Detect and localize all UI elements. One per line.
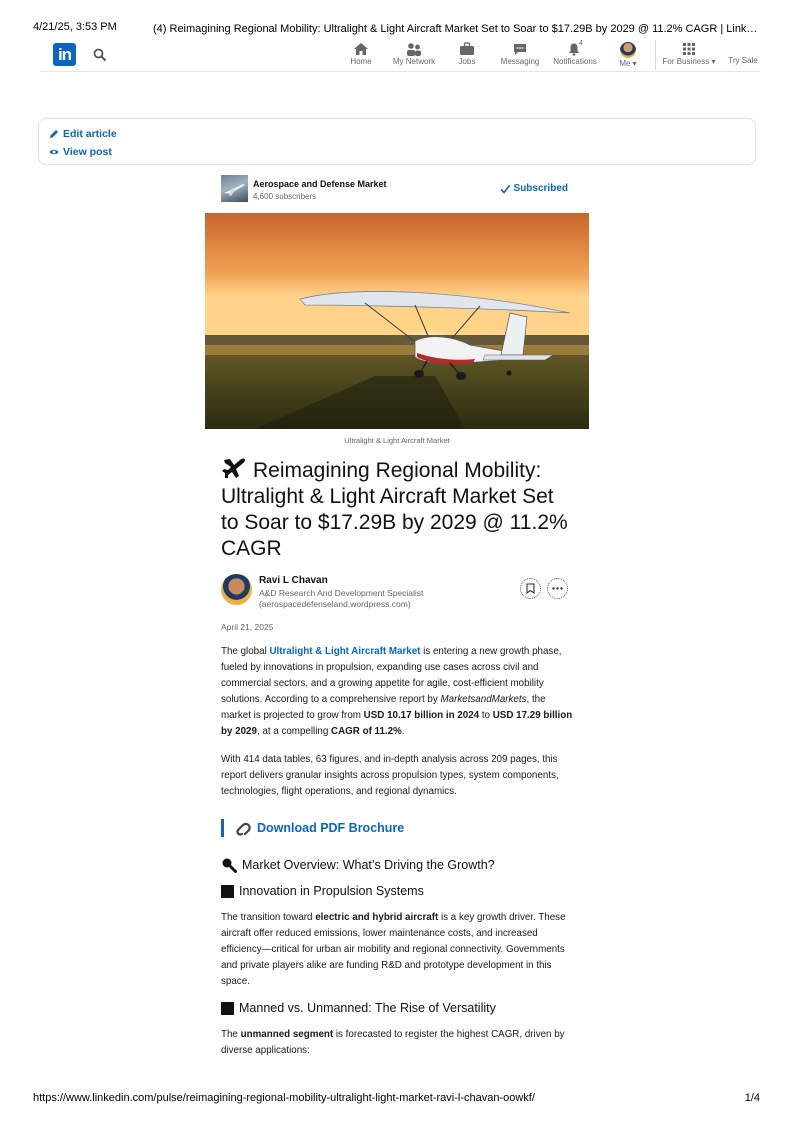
messaging-icon	[512, 42, 528, 56]
home-icon	[353, 42, 369, 56]
print-page-title: (4) Reimagining Regional Mobility: Ultralight & Light Aircraft Market Set to Soar to $17.29B by 2029 @ 11.2% CAGR | Link…	[153, 23, 758, 35]
subscribed-button[interactable]	[500, 183, 568, 194]
newsletter-subscribers: 4,600 subscribers	[253, 192, 317, 201]
more-options-button[interactable]	[547, 578, 568, 599]
save-button[interactable]	[520, 578, 541, 599]
author-role: A&D Research And Development Specialist	[259, 588, 424, 598]
nav-me-label: Me	[619, 59, 631, 68]
square-bullet-icon	[221, 885, 234, 898]
jet-icon	[221, 175, 248, 202]
nav-try-sales-label: Try Sale	[728, 56, 758, 65]
paragraph-unmanned: The unmanned segment is forecasted to register the highest CAGR, driven by diverse applications:	[221, 1029, 565, 1056]
briefcase-icon	[459, 42, 475, 56]
nav-messaging-label: Messaging	[500, 57, 540, 66]
publish-date: April 21, 2025	[221, 622, 274, 632]
nav-for-business[interactable]	[661, 42, 717, 70]
notification-count: 4	[579, 40, 583, 47]
print-header	[33, 21, 760, 35]
print-datetime: 4/21/25, 3:53 PM	[33, 21, 117, 33]
print-url: https://www.linkedin.com/pulse/reimagining-regional-mobility-ultralight-light-market-ravi-l-chavan-oowkf/	[33, 1092, 535, 1104]
subscribed-label: Subscribed	[513, 183, 568, 194]
eye-icon	[49, 147, 59, 157]
heading-market-overview: Market Overview: What’s Driving the Growth?	[221, 857, 573, 873]
newsletter-thumbnail[interactable]	[221, 175, 248, 202]
article-title-text: Reimagining Regional Mobility: Ultralight & Light Aircraft Market Set to Soar to $17.29B by 2029 @ 11.2% CAGR	[221, 459, 568, 560]
article-title	[221, 456, 573, 562]
nav-divider	[655, 40, 656, 70]
article-actions-box	[38, 118, 756, 165]
nav-try-sales[interactable]	[728, 56, 758, 84]
download-brochure-label: Download PDF Brochure	[257, 821, 405, 835]
market-link[interactable]: Ultralight & Light Aircraft Market	[269, 646, 421, 657]
author-site: (aerospacedefenseland.wordpress.com)	[259, 599, 411, 609]
edit-article-label: Edit article	[63, 128, 117, 140]
nav-jobs[interactable]	[454, 42, 480, 70]
ellipsis-icon	[552, 587, 563, 590]
bookmark-icon	[526, 583, 535, 594]
linkedin-logo[interactable]: in	[53, 43, 76, 66]
print-page-number: 1/4	[744, 1092, 760, 1104]
view-post-label: View post	[63, 146, 112, 158]
nav-me[interactable]	[616, 42, 640, 70]
square-bullet-icon	[221, 1002, 234, 1015]
nav-notifications[interactable]	[551, 42, 599, 70]
hero-image	[205, 213, 589, 429]
newsletter-name[interactable]: Aerospace and Defense Market	[253, 179, 387, 189]
search-icon[interactable]	[93, 48, 107, 62]
nav-notifications-label: Notifications	[553, 57, 597, 66]
paragraph-intro: The global Ultralight & Light Aircraft Market is entering a new growth phase, fueled by innovations in propulsion, expanding use cases across civil and commercial sectors, and a growing appetite for agile, cost-efficient mobility solutions. According to a comprehensive report by MarketsandMarkets, the market is projected to grow from USD 10.17 billion in 2024 to USD 17.29 billion by 2029, at a compelling CAGR of 11.2%.	[221, 646, 573, 737]
paragraph-report-scope: With 414 data tables, 63 figures, and in-depth analysis across 209 pages, this report delivers granular insights across propulsion types, system components, technologies, flight operations, and regional dynamics.	[221, 754, 559, 797]
nav-home[interactable]	[346, 42, 376, 70]
pencil-icon	[49, 129, 59, 139]
article	[221, 456, 573, 1059]
caret-down-icon: ▾	[632, 59, 637, 68]
airplane-icon	[221, 456, 247, 480]
me-avatar	[620, 42, 636, 58]
author-avatar[interactable]	[221, 574, 252, 605]
newsletter-row	[221, 175, 571, 203]
checkmark-icon	[500, 184, 510, 194]
author-name[interactable]: Ravi L Chavan	[259, 575, 328, 586]
author-block	[221, 574, 573, 610]
heading-innovation: Innovation in Propulsion Systems	[221, 884, 573, 898]
grid-icon	[682, 42, 696, 56]
link-icon	[236, 821, 251, 836]
heading-manned-unmanned: Manned vs. Unmanned: The Rise of Versatility	[221, 1001, 573, 1015]
hero-caption: Ultralight & Light Aircraft Market	[344, 436, 450, 445]
view-post-link[interactable]	[49, 146, 112, 158]
people-icon	[406, 42, 422, 56]
nav-jobs-label: Jobs	[458, 57, 476, 66]
nav-home-label: Home	[350, 57, 372, 66]
top-navbar	[40, 38, 760, 72]
nav-my-network-label: My Network	[392, 57, 436, 66]
nav-my-network[interactable]	[391, 42, 437, 70]
nav-messaging[interactable]	[498, 42, 542, 70]
magnifier-icon	[221, 857, 237, 873]
nav-for-business-label: For Business	[662, 57, 710, 66]
edit-article-link[interactable]	[49, 128, 117, 140]
download-brochure-link[interactable]	[221, 819, 573, 837]
caret-down-icon: ▾	[711, 57, 716, 66]
paragraph-propulsion: The transition toward electric and hybrid aircraft is a key growth driver. These aircraft offer reduced emissions, lower maintenance costs, and increased efficiency—critical for urban air mobility and regional connectivity. Governments and private players alike are funding R&D and prototype development in this space.	[221, 912, 566, 987]
